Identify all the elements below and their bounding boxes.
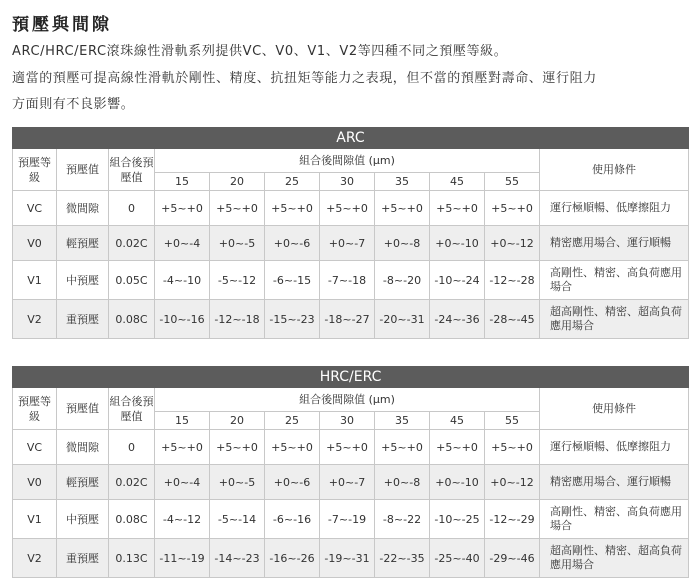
condition-text: 運行極順暢、低摩擦阻力 bbox=[550, 201, 671, 214]
clearance-cell: +0~-6 bbox=[265, 465, 320, 500]
clearance-cell: -8~-22 bbox=[375, 500, 430, 539]
combined-preload-cell: 0.08C bbox=[109, 500, 155, 539]
size-header: 30 bbox=[320, 412, 375, 430]
clearance-cell: +0~-4 bbox=[155, 226, 210, 261]
condition-cell bbox=[540, 539, 689, 578]
clearance-cell: +5~+0 bbox=[375, 191, 430, 226]
clearance-cell: +5~+0 bbox=[485, 191, 540, 226]
condition-header: 使用條件 bbox=[540, 388, 689, 430]
clearance-cell: +5~+0 bbox=[430, 430, 485, 465]
clearance-cell: +5~+0 bbox=[485, 430, 540, 465]
clearance-cell: +0~-10 bbox=[430, 465, 485, 500]
clearance-cell: +0~-5 bbox=[210, 226, 265, 261]
clearance-header: 組合後間隙值 (μm) bbox=[155, 388, 540, 412]
hrc-erc-preload-table bbox=[12, 366, 689, 578]
size-header: 25 bbox=[265, 412, 320, 430]
table-row bbox=[13, 465, 689, 500]
clearance-cell: -10~-25 bbox=[430, 500, 485, 539]
clearance-cell: -6~-15 bbox=[265, 261, 320, 300]
condition-text: 高剛性、精密、高負荷應用場合 bbox=[550, 266, 682, 293]
preload-cell: 中預壓 bbox=[57, 261, 109, 300]
clearance-cell: +5~+0 bbox=[430, 191, 485, 226]
clearance-cell: -5~-14 bbox=[210, 500, 265, 539]
clearance-cell: -4~-12 bbox=[155, 500, 210, 539]
grade-cell: VC bbox=[13, 430, 57, 465]
intro-paragraph-line-1: ARC/HRC/ERC滾珠線性滑軌系列提供VC、V0、V1、V2等四種不同之預壓等級。 bbox=[12, 44, 508, 59]
clearance-cell: +0~-8 bbox=[375, 465, 430, 500]
table-row bbox=[13, 300, 689, 339]
preload-cell: 輕預壓 bbox=[57, 226, 109, 261]
grade-cell: V0 bbox=[13, 226, 57, 261]
size-header: 20 bbox=[210, 173, 265, 191]
grade-cell: V2 bbox=[13, 539, 57, 578]
clearance-cell: +0~-5 bbox=[210, 465, 265, 500]
clearance-cell: -12~-18 bbox=[210, 300, 265, 339]
clearance-cell: -8~-20 bbox=[375, 261, 430, 300]
clearance-cell: +0~-7 bbox=[320, 465, 375, 500]
clearance-cell: -7~-18 bbox=[320, 261, 375, 300]
clearance-cell: -16~-26 bbox=[265, 539, 320, 578]
clearance-cell: -7~-19 bbox=[320, 500, 375, 539]
size-header: 15 bbox=[155, 173, 210, 191]
table-title: HRC/ERC bbox=[13, 367, 689, 388]
size-header: 45 bbox=[430, 173, 485, 191]
condition-text: 精密應用場合、運行順暢 bbox=[550, 475, 671, 488]
intro-paragraph-line-3: 方面則有不良影響。 bbox=[12, 97, 135, 112]
condition-cell bbox=[540, 465, 689, 500]
clearance-cell: -25~-40 bbox=[430, 539, 485, 578]
combined-preload-cell: 0.13C bbox=[109, 539, 155, 578]
clearance-cell: +0~-12 bbox=[485, 226, 540, 261]
clearance-cell: -12~-28 bbox=[485, 261, 540, 300]
clearance-cell: +5~+0 bbox=[210, 430, 265, 465]
size-header: 35 bbox=[375, 412, 430, 430]
grade-cell: V0 bbox=[13, 465, 57, 500]
combined-preload-header: 組合後預壓值 bbox=[109, 388, 155, 430]
arc-preload-table bbox=[12, 127, 689, 339]
clearance-cell: -14~-23 bbox=[210, 539, 265, 578]
clearance-cell: +5~+0 bbox=[265, 430, 320, 465]
grade-cell: V2 bbox=[13, 300, 57, 339]
intro-paragraph-line-2: 適當的預壓可提高線性滑軌於剛性、精度、抗扭矩等能力之表現，但不當的預壓對壽命、運行阻力 bbox=[12, 71, 597, 86]
table-row bbox=[13, 500, 689, 539]
preload-header: 預壓值 bbox=[57, 388, 109, 430]
clearance-cell: +5~+0 bbox=[265, 191, 320, 226]
grade-cell: VC bbox=[13, 191, 57, 226]
preload-cell: 微間隙 bbox=[57, 430, 109, 465]
clearance-cell: -10~-24 bbox=[430, 261, 485, 300]
size-header: 45 bbox=[430, 412, 485, 430]
clearance-cell: -5~-12 bbox=[210, 261, 265, 300]
clearance-cell: +0~-10 bbox=[430, 226, 485, 261]
clearance-cell: -6~-16 bbox=[265, 500, 320, 539]
preload-cell: 中預壓 bbox=[57, 500, 109, 539]
condition-cell bbox=[540, 191, 689, 226]
grade-header: 預壓等級 bbox=[13, 149, 57, 191]
clearance-cell: -24~-36 bbox=[430, 300, 485, 339]
size-header: 15 bbox=[155, 412, 210, 430]
condition-cell bbox=[540, 226, 689, 261]
clearance-cell: -28~-45 bbox=[485, 300, 540, 339]
clearance-cell: -22~-35 bbox=[375, 539, 430, 578]
preload-cell: 重預壓 bbox=[57, 300, 109, 339]
preload-cell: 重預壓 bbox=[57, 539, 109, 578]
clearance-cell: +5~+0 bbox=[375, 430, 430, 465]
condition-cell bbox=[540, 261, 689, 300]
combined-preload-cell: 0.05C bbox=[109, 261, 155, 300]
condition-text: 超高剛性、精密、超高負荷應用場合 bbox=[550, 544, 682, 571]
clearance-cell: -29~-46 bbox=[485, 539, 540, 578]
clearance-cell: -15~-23 bbox=[265, 300, 320, 339]
condition-cell bbox=[540, 430, 689, 465]
table-row bbox=[13, 261, 689, 300]
table-row bbox=[13, 226, 689, 261]
condition-text: 高剛性、精密、高負荷應用場合 bbox=[550, 505, 682, 532]
table-title: ARC bbox=[13, 128, 689, 149]
clearance-cell: -12~-29 bbox=[485, 500, 540, 539]
size-header: 55 bbox=[485, 412, 540, 430]
size-header: 25 bbox=[265, 173, 320, 191]
clearance-cell: -10~-16 bbox=[155, 300, 210, 339]
combined-preload-cell: 0.02C bbox=[109, 226, 155, 261]
table-row bbox=[13, 191, 689, 226]
combined-preload-cell: 0.08C bbox=[109, 300, 155, 339]
clearance-cell: -20~-31 bbox=[375, 300, 430, 339]
preload-header: 預壓值 bbox=[57, 149, 109, 191]
clearance-cell: +0~-7 bbox=[320, 226, 375, 261]
clearance-cell: +5~+0 bbox=[320, 430, 375, 465]
combined-preload-cell: 0 bbox=[109, 191, 155, 226]
combined-preload-cell: 0 bbox=[109, 430, 155, 465]
preload-cell: 輕預壓 bbox=[57, 465, 109, 500]
clearance-cell: +5~+0 bbox=[210, 191, 265, 226]
condition-cell bbox=[540, 500, 689, 539]
size-header: 20 bbox=[210, 412, 265, 430]
grade-header: 預壓等級 bbox=[13, 388, 57, 430]
table-row bbox=[13, 430, 689, 465]
size-header: 55 bbox=[485, 173, 540, 191]
condition-text: 超高剛性、精密、超高負荷應用場合 bbox=[550, 305, 682, 332]
clearance-cell: +0~-8 bbox=[375, 226, 430, 261]
clearance-cell: -4~-10 bbox=[155, 261, 210, 300]
grade-cell: V1 bbox=[13, 500, 57, 539]
grade-cell: V1 bbox=[13, 261, 57, 300]
condition-cell bbox=[540, 300, 689, 339]
combined-preload-header: 組合後預壓值 bbox=[109, 149, 155, 191]
clearance-cell: -11~-19 bbox=[155, 539, 210, 578]
combined-preload-cell: 0.02C bbox=[109, 465, 155, 500]
table-row bbox=[13, 539, 689, 578]
clearance-cell: +0~-4 bbox=[155, 465, 210, 500]
clearance-cell: -19~-31 bbox=[320, 539, 375, 578]
clearance-header: 組合後間隙值 (μm) bbox=[155, 149, 540, 173]
page-title: 預壓與間隙 bbox=[12, 15, 112, 35]
clearance-cell: +5~+0 bbox=[155, 430, 210, 465]
preload-cell: 微間隙 bbox=[57, 191, 109, 226]
size-header: 30 bbox=[320, 173, 375, 191]
clearance-cell: -18~-27 bbox=[320, 300, 375, 339]
condition-text: 精密應用場合、運行順暢 bbox=[550, 236, 671, 249]
condition-text: 運行極順暢、低摩擦阻力 bbox=[550, 440, 671, 453]
clearance-cell: +0~-6 bbox=[265, 226, 320, 261]
condition-header: 使用條件 bbox=[540, 149, 689, 191]
clearance-cell: +0~-12 bbox=[485, 465, 540, 500]
clearance-cell: +5~+0 bbox=[320, 191, 375, 226]
clearance-cell: +5~+0 bbox=[155, 191, 210, 226]
size-header: 35 bbox=[375, 173, 430, 191]
